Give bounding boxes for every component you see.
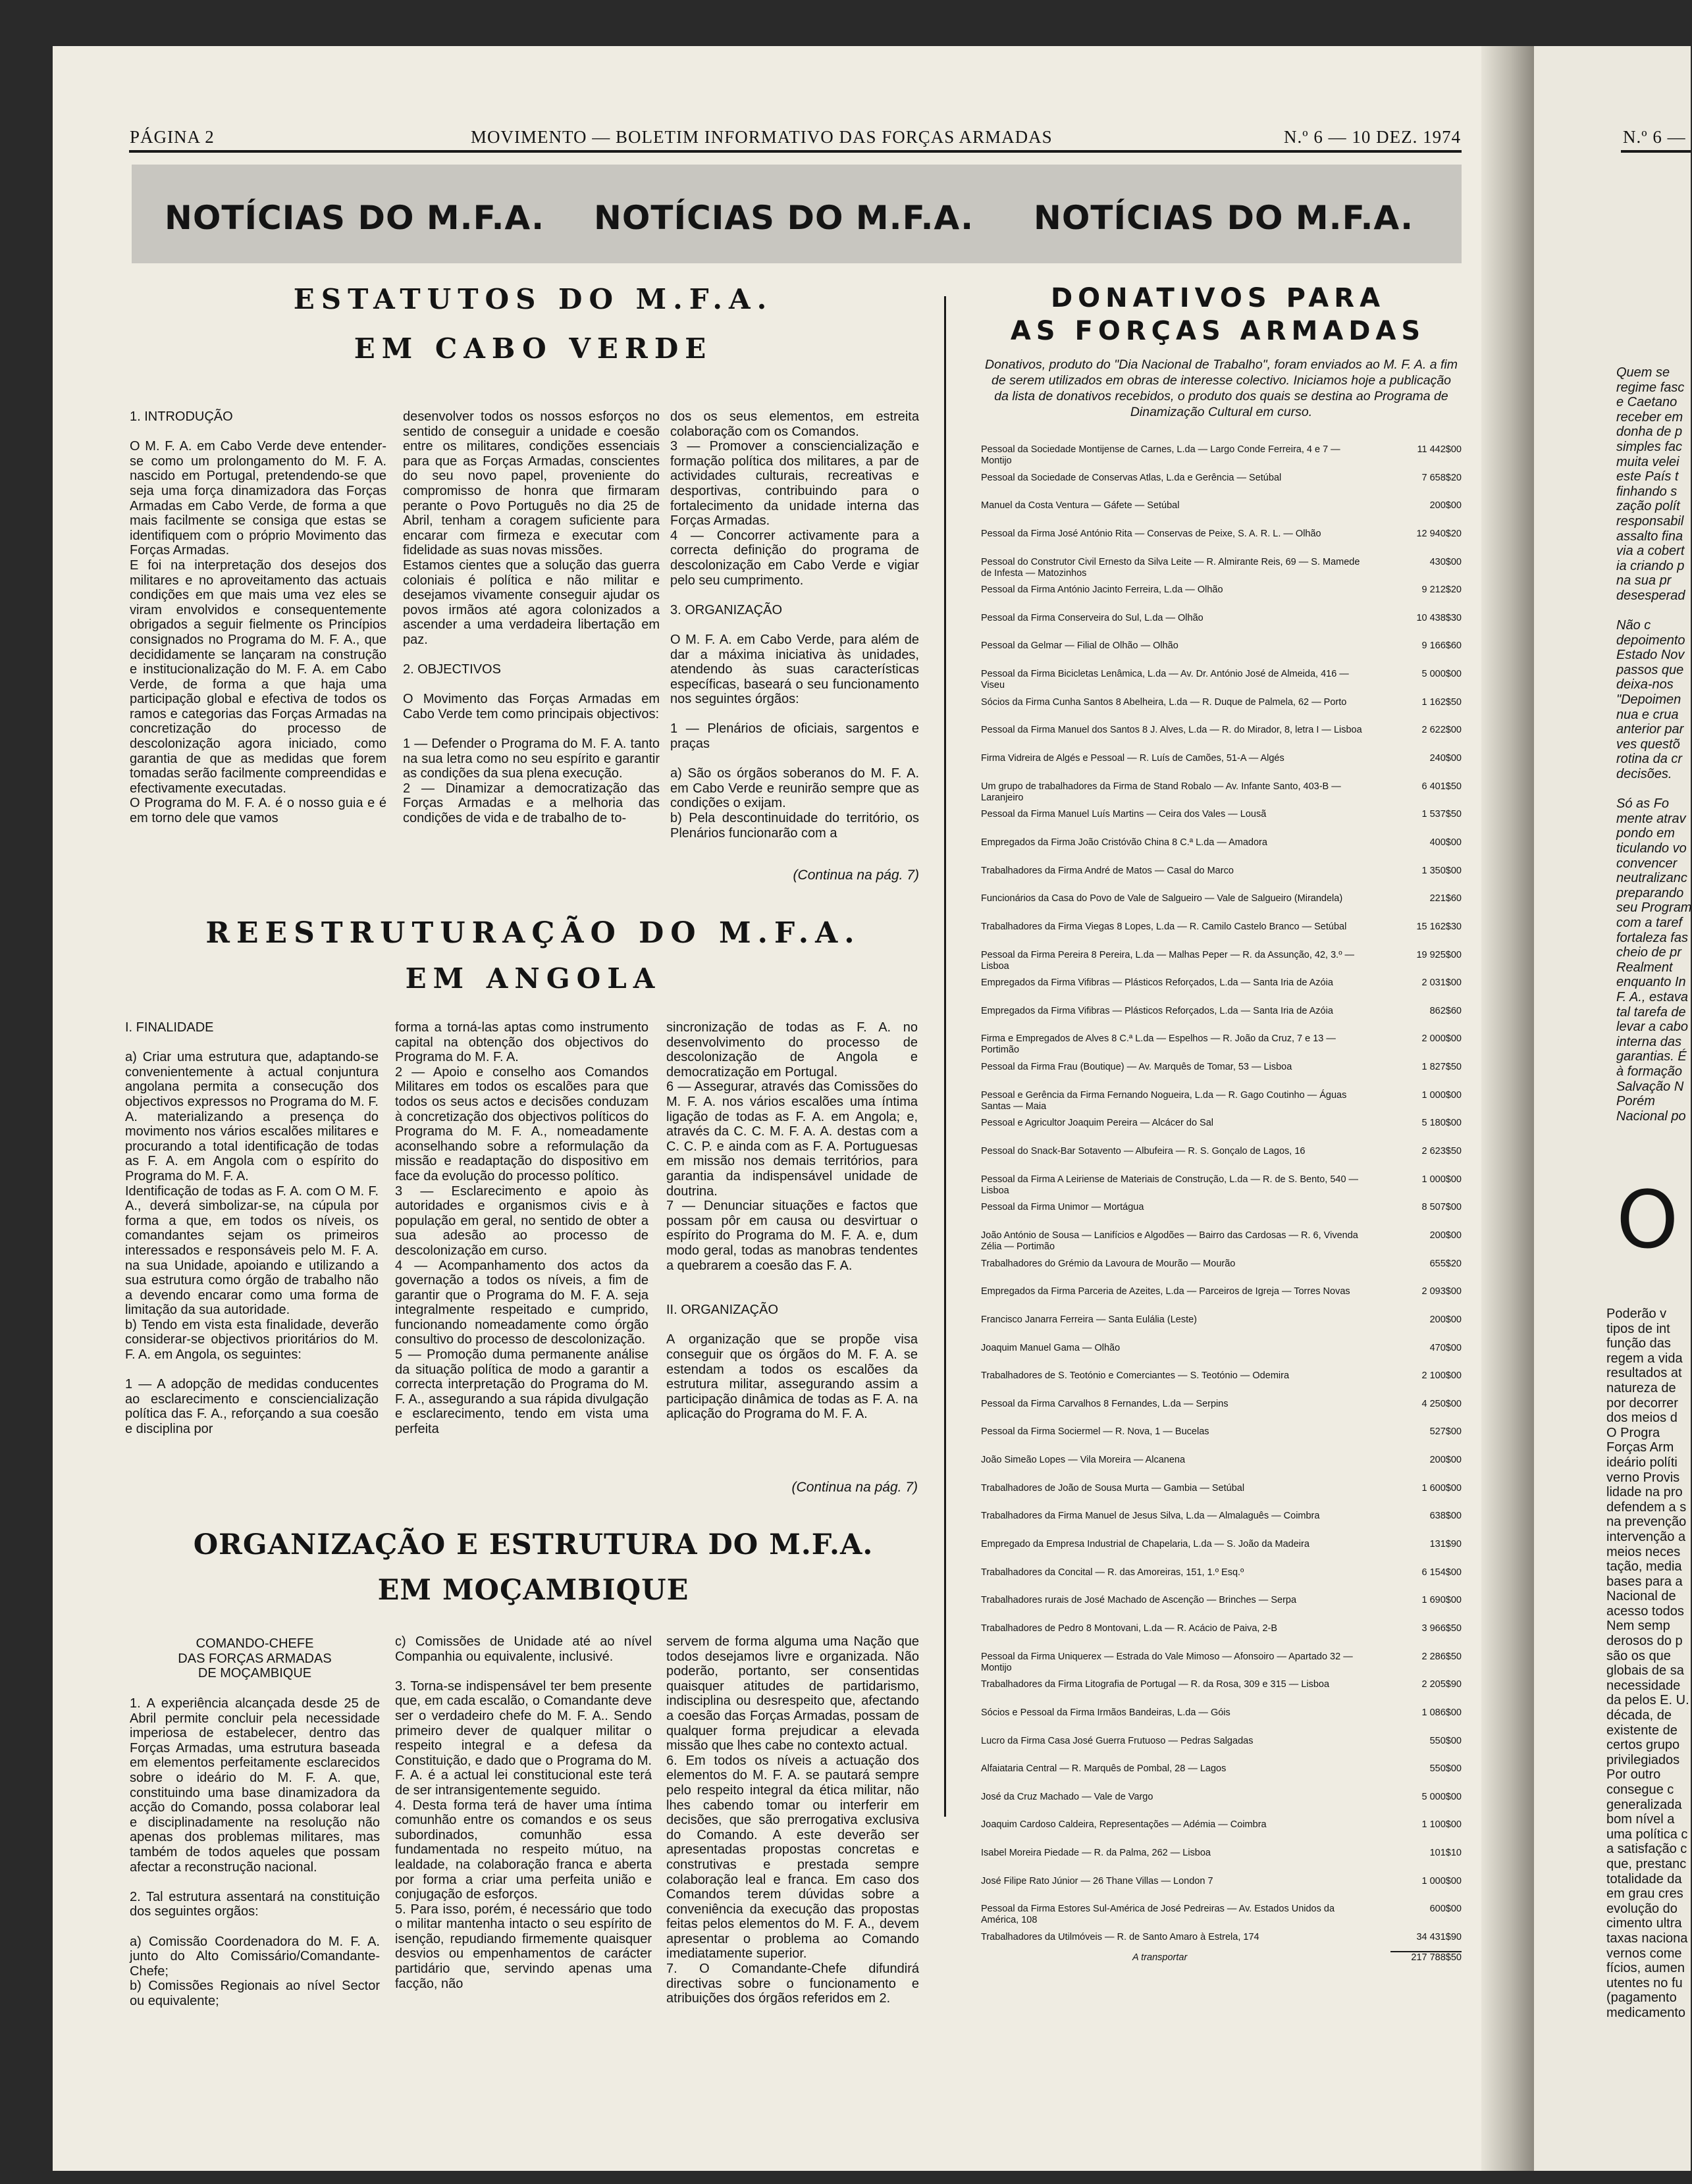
donor-name: Pessoal da Firma Uniquerex — Estrada do Vale Mimoso — Afonsoiro — Apartado 32 — Montijo — [981, 1651, 1353, 1673]
banner-item: NOTÍCIAS DO M.F.A. — [165, 199, 545, 237]
donor-name: Alfaiataria Central — R. Marquês de Pombal, 28 — Lagos — [981, 1763, 1227, 1775]
donation-amount: 2 000$00 — [1421, 1033, 1462, 1045]
donation-amount: 1 100$00 — [1421, 1819, 1462, 1831]
donation-amount: 200$00 — [1429, 500, 1462, 511]
donation-amount: 527$00 — [1429, 1426, 1462, 1438]
donation-amount: 2 100$00 — [1421, 1370, 1462, 1382]
next-page-text: Poderão v tipos de int função das regem a vida resultados at natureza de por decorrer dos meios d O Progra Forças Arm ideário políti verno Provis lidade na pro defendem a s na prevenção intervenção a meios neces tação, media bases para a Nacional de acesso todos Nem semp derosos do p são os que globais de sa necessidade da pelos E. U. década, de existente de certos grupo privilegiados Por outro consegue c generalizada bom nível a uma política c a satisfação c que, prestanc totalidade da em grau cres evolução do cimento ultra taxas naciona vernos come fícios, aumen utentes no fu (pagamento medicamento — [1606, 1307, 1689, 2020]
donor-name: Empregados da Firma Parceria de Azeites, L.da — Parceiros de Igreja — Torres Novas — [981, 1286, 1350, 1297]
donor-name: Pessoal da Firma Manuel Luís Martins — Ceira dos Vales — Lousã — [981, 809, 1267, 820]
donation-amount: 11 442$00 — [1417, 444, 1462, 455]
next-page-header-rule — [1621, 150, 1691, 153]
article-column: c) Comissões de Unidade até ao nível Companhia ou equivalente, inclusivé. 3. Torna-se indispensável ter bem presente que, em cada escalão, o Comandante deve ser o verdadeiro chefe do M. F. A.. Sendo primeiro dever de qualquer militar o respeito integral e a defesa da Constituição, e dado que o Programa do M. F. A. é a actual lei constitucional este terá de ser intransigentemente seguido. 4. Desta forma terá de haver uma íntima comunhão entre os comandos e os seus subordinados, comunhão essa fundamentada no respeito mútuo, na lealdade, na colaboração franca e aberta por forma a criar uma perfeita união e conjugação de esforços. 5. Para isso, porém, é necessário que todo o militar mantenha intacto o seu espírito de isenção, repudiando firmemente quaisquer desvios ou empenhamentos de carácter partidário que, servindo apenas uma facção, não — [395, 1634, 652, 1991]
continued-note: (Continua na pág. 7) — [793, 868, 919, 883]
donation-amount: 1 000$00 — [1421, 1089, 1462, 1101]
donor-name: Pessoal da Firma Manuel dos Santos 8 J. Alves, L.da — R. do Mirador, 8, letra I — Lisboa — [981, 725, 1362, 736]
donation-amount: 1 600$00 — [1421, 1482, 1462, 1494]
donation-amount: 101$10 — [1429, 1848, 1462, 1859]
donor-name: Empregados da Firma João Cristóvão China 8 C.ª L.da — Amadora — [981, 837, 1267, 848]
donor-name: Pessoal da Firma Frau (Boutique) — Av. Marquês de Tomar, 53 — Lisboa — [981, 1062, 1292, 1073]
banner-item: NOTÍCIAS DO M.F.A. — [1034, 199, 1414, 237]
donor-name: Empregados da Firma Vifibras — Plásticos Reforçados, L.da — Santa Iria de Azóia — [981, 977, 1333, 989]
donor-name: Trabalhadores da Concital — R. das Amoreiras, 151, 1.º Esq.º — [981, 1567, 1244, 1578]
donation-amount: 1 350$00 — [1421, 865, 1462, 876]
page-label: PÁGINA 2 — [130, 127, 215, 147]
donation-amount: 34 431$90 — [1416, 1932, 1462, 1942]
donation-amount: 19 925$00 — [1416, 949, 1462, 960]
donor-name: Trabalhadores de S. Teotónio e Comerciantes — S. Teotónio — Odemira — [981, 1370, 1290, 1382]
donation-amount: 9 212$20 — [1421, 585, 1462, 596]
donor-name: Pessoal da Firma Bicicletas Lenâmica, L.da — Av. Dr. António José de Almeida, 416 — Viseu — [981, 669, 1349, 691]
article-column: I. FINALIDADE a) Criar uma estrutura que, adaptando-se convenientemente à actual conjuntura angolana permita a consecução dos objectivos expressos no Programa do M. F. A. materializando a presença do movimento nos vários escalões militares e procurando a total identificação de todas as F. A. em Angola com o espírito do Programa do M. F. A. Identificação de todas as F. A. com O M. F. A., deverá simbolizar-se, na cúpula por forma a que, em todos os níveis, os comandantes sejam os primeiros interessados e responsáveis pelo M. F. A. na sua Unidade, apoiando e utilizando a sua estrutura como órgão de trabalho não a devendo encarar como uma forma de limitação da sua autoridade. b) Tendo em vista esta finalidade, deverão considerar-se objectivos prioritários do M. F. A. em Angola, os seguintes: 1 — A adopção de medidas conducentes ao esclarecimento e consciencialização política das F. A., reforçando a sua coesão e disciplina por — [125, 1020, 379, 1437]
donation-amount: 3 966$50 — [1421, 1623, 1462, 1634]
donor-name: Pessoal da Firma Sociermel — R. Nova, 1 — Bucelas — [981, 1426, 1209, 1438]
donation-amount: 1 086$00 — [1421, 1707, 1462, 1718]
donor-name: Pessoal da Firma Unimor — Mortágua — [981, 1202, 1144, 1213]
donor-name: Trabalhadores da Firma Manuel de Jesus Silva, L.da — Almalaguês — Coimbra — [981, 1511, 1320, 1522]
donor-name: Pessoal da Firma António Jacinto Ferreira, L.da — Olhão — [981, 585, 1223, 596]
donor-name: Sócios e Pessoal da Firma Irmãos Bandeiras, L.da — Góis — [981, 1707, 1230, 1718]
article-title: EM MOÇAMBIQUE — [377, 1574, 689, 1607]
article-column: desenvolver todos os nossos esforços no sentido de conseguir a unidade e coesão entre os militares, condições essenciais para que as Forças Armadas, conscientes do seu novo papel, proveniente do compromisso de honra que firmaram perante o Povo Português no dia 25 de Abril, tenham a coragem suficiente para encarar com firmeza e executar com fidelidade as suas novas missões. Estamos cientes que a solução das guerra coloniais é política e não militar e desejamos vivamente conseguir ajudar os povos irmãos até agora colonizados a ascender a uma verdadeira libertação em paz. 2. OBJECTIVOS O Movimento das Forças Armadas em Cabo Verde tem como principais objectivos: 1 — Defender o Programa do M. F. A. tanto na sua letra como no seu espírito e garantir as condições da sua plena execução. 2 — Dinamizar a democratização das Forças Armadas e a melhoria das condições de vida e de trabalho de to- — [403, 409, 660, 826]
article-title: EM CABO VERDE — [354, 332, 713, 365]
transport-label: A transportar — [1132, 1952, 1188, 1963]
donation-amount: 15 162$30 — [1416, 921, 1462, 932]
command-heading: COMANDO-CHEFE DAS FORÇAS ARMADAS DE MOÇAMBIQUE — [178, 1636, 332, 1681]
header-rule — [129, 150, 1462, 153]
donor-name: Trabalhadores da Utilmóveis — R. de Santo Amaro à Estrela, 174 — [981, 1932, 1259, 1942]
donation-amount: 4 250$00 — [1421, 1398, 1462, 1409]
donation-amount: 12 940$20 — [1416, 528, 1462, 539]
donation-amount: 2 093$00 — [1421, 1286, 1462, 1297]
donor-name: Um grupo de trabalhadores da Firma de Stand Robalo — Av. Infante Santo, 403-B — Laranjeiro — [981, 781, 1341, 803]
donor-name: Trabalhadores rurais de José Machado de Ascenção — Brinches — Serpa — [981, 1595, 1297, 1606]
donor-name: Trabalhadores da Firma Viegas 8 Lopes, L.da — R. Camilo Castelo Branco — Setúbal — [981, 921, 1347, 932]
banner-item: NOTÍCIAS DO M.F.A. — [594, 199, 974, 237]
article-column: sincronização de todas as F. A. no desenvolvimento do processo de descolonização de Angola e democratização em Portugal. 6 — Assegurar, através das Comissões do M. F. A. nos vários escalões uma íntima ligação de todas as F. A. em Angola; e, através da C. C. M. F. A. A. destas com a C. C. P. e ainda com as F. A. Portuguesas em missão nos demais territórios, para garantia da indispensável unidade de doutrina. 7 — Denunciar situações e factos que possam pôr em causa ou desvirtuar o espírito do Programa do M. F. A. e, dum modo geral, todas as manobras tendentes a quebrarem a coesão das F. A. II. ORGANIZAÇÃO A organização que se propõe visa conseguir que os órgãos do M. F. A. se estendam a todos os escalões da estrutura militar, assegurando assim a participação dinâmica de todas as F. A. na aplicação do Programa do M. F. A. — [666, 1020, 918, 1422]
donor-name: Pessoal da Firma Conserveira do Sul, L.da — Olhão — [981, 612, 1203, 623]
donor-name: Pessoal do Snack-Bar Sotavento — Albufeira — R. S. Gonçalo de Lagos, 16 — [981, 1146, 1306, 1157]
donation-amount: 638$00 — [1429, 1511, 1462, 1522]
donor-name: João Simeão Lopes — Vila Moreira — Alcanena — [981, 1455, 1186, 1466]
donations-title: AS FORÇAS ARMADAS — [1010, 316, 1426, 346]
donor-name: Pessoal e Agricultor Joaquim Pereira — Alcácer do Sal — [981, 1118, 1214, 1129]
article-title: ESTATUTOS DO M.F.A. — [293, 283, 774, 315]
donor-name: Sócios da Firma Cunha Santos 8 Abelheira, L.da — R. Duque de Palmela, 62 — Porto — [981, 696, 1347, 708]
donor-name: Firma e Empregados de Alves 8 C.ª L.da — Espelhos — R. João da Cruz, 7 e 13 — Portimão — [981, 1033, 1336, 1056]
donation-amount: 470$00 — [1429, 1342, 1462, 1353]
donation-amount: 2 031$00 — [1421, 977, 1462, 989]
donor-name: Pessoal da Sociedade Montijense de Carnes, L.da — Largo Conde Ferreira, 4 e 7 — Montijo — [981, 444, 1340, 466]
next-page-text: Quem se regime fasc e Caetano receber em donha de p simples fac muita velei este País t finhando s zação polít responsabil assalto fina via a cobert ia criando p na sua pr desesperad Não c depoimento Estado Nov passos que deixa-nos "Depoimen nua e crua anterior par ves questõ rotina da cr decisões. Só as Fo mente atrav pondo em ticulando vo convencer neutralizanc preparando seu Program com a taref fortaleza fas cheio de pr Realment enquanto In F. A., estava tal tarefa de levar a cabo interna das garantias. É à formação Salvação N Porém Nacional po — [1616, 365, 1692, 1124]
donor-name: Francisco Janarra Ferreira — Santa Eulália (Leste) — [981, 1314, 1197, 1325]
donations-title: DONATIVOS PARA — [1050, 283, 1386, 313]
donor-name: João António de Sousa — Lanifícios e Algodões — Bairro das Cardosas — R. 6, Vivenda Zélia — Portimão — [981, 1230, 1358, 1252]
column-divider — [944, 296, 946, 1817]
transport-total: 217 788$50 — [1411, 1952, 1462, 1963]
donation-amount: 655$20 — [1429, 1258, 1462, 1269]
news-banner — [132, 165, 1462, 263]
donor-name: Pessoal da Gelmar — Filial de Olhão — Olhão — [981, 640, 1178, 652]
donation-amount: 1 162$50 — [1421, 696, 1462, 708]
donation-amount: 550$00 — [1429, 1763, 1462, 1775]
donation-amount: 1 000$00 — [1421, 1875, 1462, 1886]
continued-note: (Continua na pág. 7) — [791, 1480, 918, 1495]
donation-amount: 2 622$00 — [1421, 725, 1462, 736]
donation-amount: 2 623$50 — [1421, 1146, 1462, 1157]
donation-amount: 2 286$50 — [1421, 1651, 1462, 1662]
donation-amount: 7 658$20 — [1421, 472, 1462, 483]
donor-name: José Filipe Rato Júnior — 26 Thane Villas — London 7 — [981, 1875, 1213, 1886]
article-column: 1. INTRODUÇÃO O M. F. A. em Cabo Verde deve entender-se como um prolongamento do M. F. A. nascido em Portugal, pretendendo-se que seja uma força dinamizadora das Forças Armadas em Cabo Verde, de forma a que mais facilmente se consiga que estas se identifiquem com o próprio Movimento das Forças Armadas. E foi na interpretação dos desejos dos militares e no aproveitamento das actuais condições em que mais uma vez eles se viram envolvidos e consequentemente obrigados a seguir fielmente os Princípios consignados no Programa do M. F. A., que decididamente se lançaram na construção e institucionalização do M. F. A. em Cabo Verde, de forma a que haja uma participação global e efectiva de todos os ramos e categorias das Forças Armadas na concretização do processo de descolonização agora iniciado, como garantia de que as medidas que forem tomadas serão facilmente compreendidas e efectivamente executadas. O Programa do M. F. A. é o nosso guia e é em torno dele que vamos — [130, 409, 386, 826]
article-title: REESTRUTURAÇÃO DO M.F.A. — [205, 916, 861, 950]
donor-name: Pessoal da Firma A Leiriense de Materiais de Construção, L.da — R. de S. Bento, 540 — Lisboa — [981, 1174, 1359, 1196]
donor-name: Pessoal e Gerência da Firma Fernando Nogueira, L.da — R. Gago Coutinho — Águas Santas — Maia — [981, 1089, 1347, 1112]
donation-amount: 2 205$90 — [1421, 1679, 1462, 1690]
donor-name: Pessoal do Construtor Civil Ernesto da Silva Leite — R. Almirante Reis, 69 — S. Mamede de Infesta — Matozinhos — [981, 556, 1360, 579]
next-page-headline: O — [1616, 1175, 1679, 1266]
donor-name: Firma Vidreira de Algés e Pessoal — R. Luís de Camões, 51-A — Algés — [981, 753, 1284, 764]
donation-amount: 6 154$00 — [1421, 1567, 1462, 1578]
donor-name: Joaquim Manuel Gama — Olhão — [981, 1342, 1121, 1353]
donation-amount: 200$00 — [1429, 1455, 1462, 1466]
donation-amount: 8 507$00 — [1421, 1202, 1462, 1213]
issue-date: N.º 6 — 10 DEZ. 1974 — [1284, 127, 1462, 147]
donation-amount: 5 000$00 — [1421, 1791, 1462, 1802]
donation-amount: 600$00 — [1429, 1904, 1462, 1915]
donor-name: Pessoal da Firma Estores Sul-América de José Pedreiras — Av. Estados Unidos da América, 108 — [981, 1904, 1335, 1926]
donation-amount: 1 537$50 — [1421, 809, 1462, 820]
article-column: dos os seus elementos, em estreita colaboração com os Comandos. 3 — Promover a consciencialização e formação política dos militares, a par de actividades culturais, recreativas e desportivas, contribuindo para o fortalecimento da unidade interna das Forças Armadas. 4 — Concorrer activamente para a correcta definição do programa de descolonização em Cabo Verde e vigiar pelo seu cumprimento. 3. ORGANIZAÇÃO O M. F. A. em Cabo Verde, para além de dar a máxima iniciativa às unidades, atendendo às suas características específicas, baseará o seu funcionamento nos seguintes órgãos: 1 — Plenários de oficiais, sargentos e praças a) São os órgãos soberanos do M. F. A. em Cabo Verde e reunirão sempre que as condições o exijam. b) Pela descontinuidade do território, os Plenários funcionarão com a — [670, 409, 919, 841]
next-page-issue: N.º 6 — — [1623, 127, 1686, 147]
donor-name: Isabel Moreira Piedade — R. da Palma, 262 — Lisboa — [981, 1848, 1211, 1859]
article-title: ORGANIZAÇÃO E ESTRUTURA DO M.F.A. — [193, 1528, 874, 1561]
article-column: forma a torná-las aptas como instrumento capital na obtenção dos objectivos do Programa do M. F. A. 2 — Apoio e conselho aos Comandos Militares em todos os escalões para que todos os seus actos e decisões conduzam à concretização dos objectivos políticos do Programa do M. F. A., nomeadamente aconselhando sobre a reformulação da missão e readaptação do dispositivo em face da evolução do processo político. 3 — Esclarecimento e apoio às autoridades e organismos civis e à população em geral, no sentido de obter a sua adesão ao processo de descolonização em curso. 4 — Acompanhamento dos actos da governação a todos os níveis, a fim de garantir que o Programa do M. F. A. seja integralmente respeitado e cumprido, funcionando nomeadamente como órgão consultivo do processo de descolonização. 5 — Promoção duma permanente análise da situação política de modo a garantir a correcta interpretação do Programa do M. F. A., assegurando a sua rápida divulgação e esclarecimento, tendo em vista uma perfeita — [395, 1020, 648, 1437]
donor-name: Trabalhadores do Grémio da Lavoura de Mourão — Mourão — [981, 1258, 1236, 1269]
donor-name: Pessoal da Firma Pereira 8 Pereira, L.da — Malhas Peper — R. da Assunção, 42, 3.º — Lisboa — [981, 949, 1355, 972]
donation-amount: 200$00 — [1429, 1314, 1462, 1325]
donor-name: José da Cruz Machado — Vale de Vargo — [981, 1791, 1153, 1802]
donor-name: Joaquim Cardoso Caldeira, Representações — Adémia — Coimbra — [981, 1819, 1267, 1831]
donation-amount: 5 000$00 — [1421, 669, 1462, 680]
donor-name: Pessoal da Sociedade de Conservas Atlas, L.da e Gerência — Setúbal — [981, 472, 1282, 483]
donation-amount: 200$00 — [1429, 1230, 1462, 1241]
donation-amount: 6 401$50 — [1421, 781, 1462, 792]
donor-name: Trabalhadores de Pedro 8 Montovani, L.da — R. Acácio de Paiva, 2-B — [981, 1623, 1278, 1634]
publication-title: MOVIMENTO — BOLETIM INFORMATIVO DAS FORÇAS ARMADAS — [471, 127, 1053, 147]
donation-amount: 430$00 — [1429, 556, 1462, 567]
donation-amount: 1 827$50 — [1421, 1062, 1462, 1073]
page-gutter — [1481, 46, 1534, 2171]
donor-name: Manuel da Costa Ventura — Gáfete — Setúbal — [981, 500, 1180, 511]
donation-amount: 1 690$00 — [1421, 1595, 1462, 1606]
donation-amount: 5 180$00 — [1421, 1118, 1462, 1129]
donation-amount: 1 000$00 — [1421, 1174, 1462, 1185]
donor-name: Trabalhadores da Firma André de Matos — Casal do Marco — [981, 865, 1234, 876]
donor-name: Funcionários da Casa do Povo de Vale de Salgueiro — Vale de Salgueiro (Mirandela) — [981, 893, 1343, 904]
donation-amount: 9 166$60 — [1421, 640, 1462, 652]
article-column: servem de forma alguma uma Nação que todos desejamos livre e organizada. Não poderão, portanto, ser consentidas quaisquer atitudes de partidarismo, indisciplina ou desrespeito que, afectando a coesão das Forças Armadas, possam de qualquer forma prejudicar a elevada missão que lhes cabe no contexto actual. 6. Em todos os níveis a actuação dos elementos do M. F. A. se pautará sempre pelo respeito integral da ética militar, não lhes cabendo tomar ou interferir em decisões, que são prerrogativa exclusiva do Comando. A este deverão ser apresentadas propostas concretas e construtivas e prestada sempre colaboração leal e franca. Em caso dos Comandos terem dúvidas sobre a conveniência da execução das propostas feitas pelos elementos do M. F. A., devem apresentar o problema ao Comando imediatamente superior. 7. O Comandante-Chefe difundirá directivas sobre o funcionamento e atribuições dos órgãos referidos em 2. — [666, 1634, 919, 2006]
donation-amount: 10 438$30 — [1416, 612, 1462, 623]
donor-name: Empregados da Firma Vifibras — Plásticos Reforçados, L.da — Santa Iria de Azóia — [981, 1005, 1333, 1016]
donation-amount: 400$00 — [1429, 837, 1462, 848]
donation-amount: 862$60 — [1429, 1005, 1462, 1016]
donor-name: Pessoal da Firma Carvalhos 8 Fernandes, L.da — Serpins — [981, 1398, 1229, 1409]
article-column: 1. A experiência alcançada desde 25 de Abril permite concluir pela necessidade imperiosa de estabelecer, dentro das Forças Armadas, uma estrutura baseada em elementos perfeitamente esclarecidos sobre o ideário do M. F. A. que, constituindo uma base dinamizadora da acção do Comando, possa colaborar leal e disciplinadamente na resolução não apenas dos problemas militares, mas também de todos aqueles que possam afectar a reconstrução nacional. 2. Tal estrutura assentará na constituição dos seguintes orgãos: a) Comissão Coordenadora do M. F. A. junto do Alto Comissário/Comandante-Chefe; b) Comissões Regionais ao nível Sector ou equivalente; — [130, 1696, 380, 2008]
donation-amount: 550$00 — [1429, 1735, 1462, 1746]
donor-name: Lucro da Firma Casa José Guerra Frutuoso — Pedras Salgadas — [981, 1735, 1254, 1746]
donation-amount: 131$90 — [1429, 1539, 1462, 1550]
donor-name: Pessoal da Firma José António Rita — Conservas de Peixe, S. A. R. L. — Olhão — [981, 528, 1321, 539]
donations-intro: Donativos, produto do "Dia Nacional de Trabalho", foram enviados ao M. F. A. a fim de serem utilizados em obras de interesse colectivo. Iniciamos hoje a publicação da lista de donativos recebidos, o produto dos quais se destina ao Programa de Dinamização Cultural em curso. — [984, 357, 1458, 419]
donor-name: Trabalhadores da Firma Litografia de Portugal — R. da Rosa, 309 e 315 — Lisboa — [981, 1679, 1330, 1690]
donation-amount: 221$60 — [1429, 893, 1462, 904]
donor-name: Trabalhadores de João de Sousa Murta — Gambia — Setúbal — [981, 1482, 1245, 1494]
donation-amount: 240$00 — [1429, 753, 1462, 764]
article-title: EM ANGOLA — [405, 962, 662, 995]
donor-name: Empregado da Empresa Industrial de Chapelaria, L.da — S. João da Madeira — [981, 1539, 1309, 1550]
